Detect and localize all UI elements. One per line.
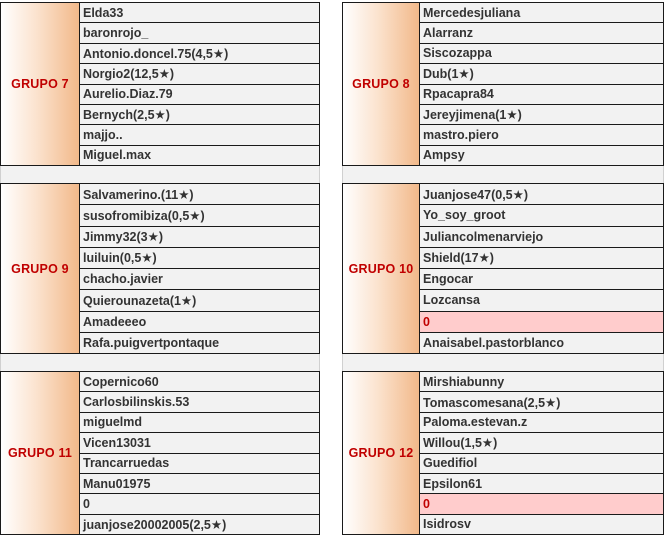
member-cell[interactable]: Ampsy [420,146,663,165]
member-cell[interactable]: Bernych(2,5★) [80,105,319,125]
member-cell[interactable]: Copernico60 [80,372,319,392]
member-cell[interactable]: Rpacapra84 [420,85,663,105]
member-list [80,372,319,534]
member-cell[interactable]: majjo.. [80,125,319,145]
empty-slot-cell[interactable]: 0 [80,494,319,514]
group-block-11 [0,371,320,535]
row-separator [342,354,664,371]
row-separator [0,354,320,371]
member-cell[interactable]: baronrojo_ [80,23,319,43]
member-cell[interactable]: Salvamerino.(11★) [80,184,319,205]
member-cell[interactable]: Lozcansa [420,290,663,311]
empty-slot-cell[interactable]: 0 [420,494,663,514]
member-cell[interactable]: Quierounazeta(1★) [80,290,319,311]
member-cell[interactable]: juanjose20002005(2,5★) [80,515,319,534]
member-list [420,3,663,165]
member-cell[interactable]: Elda33 [80,3,319,23]
member-cell[interactable]: Shield(17★) [420,248,663,269]
member-cell[interactable]: Siscozappa [420,44,663,64]
group-block-8 [342,2,664,166]
group-label-cell [343,184,420,353]
member-cell[interactable]: Rafa.puigvertpontaque [80,333,319,353]
member-cell[interactable]: Anaisabel.pastorblanco [420,333,663,353]
member-cell[interactable]: Guedifiol [420,454,663,474]
member-cell[interactable]: Alarranz [420,23,663,43]
member-cell[interactable]: Carlosbilinskis.53 [80,392,319,412]
group-label-cell [1,3,80,165]
member-cell[interactable]: luiluin(0,5★) [80,248,319,269]
member-cell[interactable]: miguelmd [80,413,319,433]
row-separator [0,166,320,183]
group-label-cell [343,372,420,534]
group-block-9 [0,183,320,354]
empty-slot-cell[interactable]: 0 [420,312,663,333]
group-label: GRUPO 10 [348,261,414,276]
group-block-12 [342,371,664,535]
member-cell[interactable]: Juliancolmenarviejo [420,227,663,248]
member-cell[interactable]: Mercedesjuliana [420,3,663,23]
member-cell[interactable]: Manu01975 [80,474,319,494]
group-label-cell [343,3,420,165]
member-cell[interactable]: Amadeeeo [80,312,319,333]
member-list [420,184,663,353]
group-label-cell [1,372,80,534]
member-cell[interactable]: Yo_soy_groot [420,205,663,226]
member-cell[interactable]: Willou(1,5★) [420,433,663,453]
group-label: GRUPO 9 [11,261,69,276]
group-label-cell [1,184,80,353]
group-block-7 [0,2,320,166]
member-cell[interactable]: Jereyjimena(1★) [420,105,663,125]
member-cell[interactable]: Mirshiabunny [420,372,663,392]
member-cell[interactable]: Aurelio.Diaz.79 [80,85,319,105]
member-cell[interactable]: chacho.javier [80,269,319,290]
member-cell[interactable]: Paloma.estevan.z [420,413,663,433]
member-cell[interactable]: Trancarruedas [80,454,319,474]
member-list [80,184,319,353]
member-cell[interactable]: Miguel.max [80,146,319,165]
member-cell[interactable]: Epsilon61 [420,474,663,494]
member-cell[interactable]: Vicen13031 [80,433,319,453]
group-label: GRUPO 7 [11,77,69,91]
group-label: GRUPO 11 [7,446,73,460]
group-label: GRUPO 12 [348,446,414,460]
group-block-10 [342,183,664,354]
member-cell[interactable]: Engocar [420,269,663,290]
member-cell[interactable]: mastro.piero [420,125,663,145]
member-cell[interactable]: susofromibiza(0,5★) [80,205,319,226]
member-list [80,3,319,165]
member-cell[interactable]: Norgio2(12,5★) [80,64,319,84]
member-cell[interactable]: Antonio.doncel.75(4,5★) [80,44,319,64]
member-cell[interactable]: Dub(1★) [420,64,663,84]
member-list [420,372,663,534]
member-cell[interactable]: Juanjose47(0,5★) [420,184,663,205]
row-separator [342,166,664,183]
member-cell[interactable]: Tomascomesana(2,5★) [420,392,663,412]
member-cell[interactable]: Isidrosv [420,515,663,534]
group-label: GRUPO 8 [352,77,410,91]
member-cell[interactable]: Jimmy32(3★) [80,227,319,248]
